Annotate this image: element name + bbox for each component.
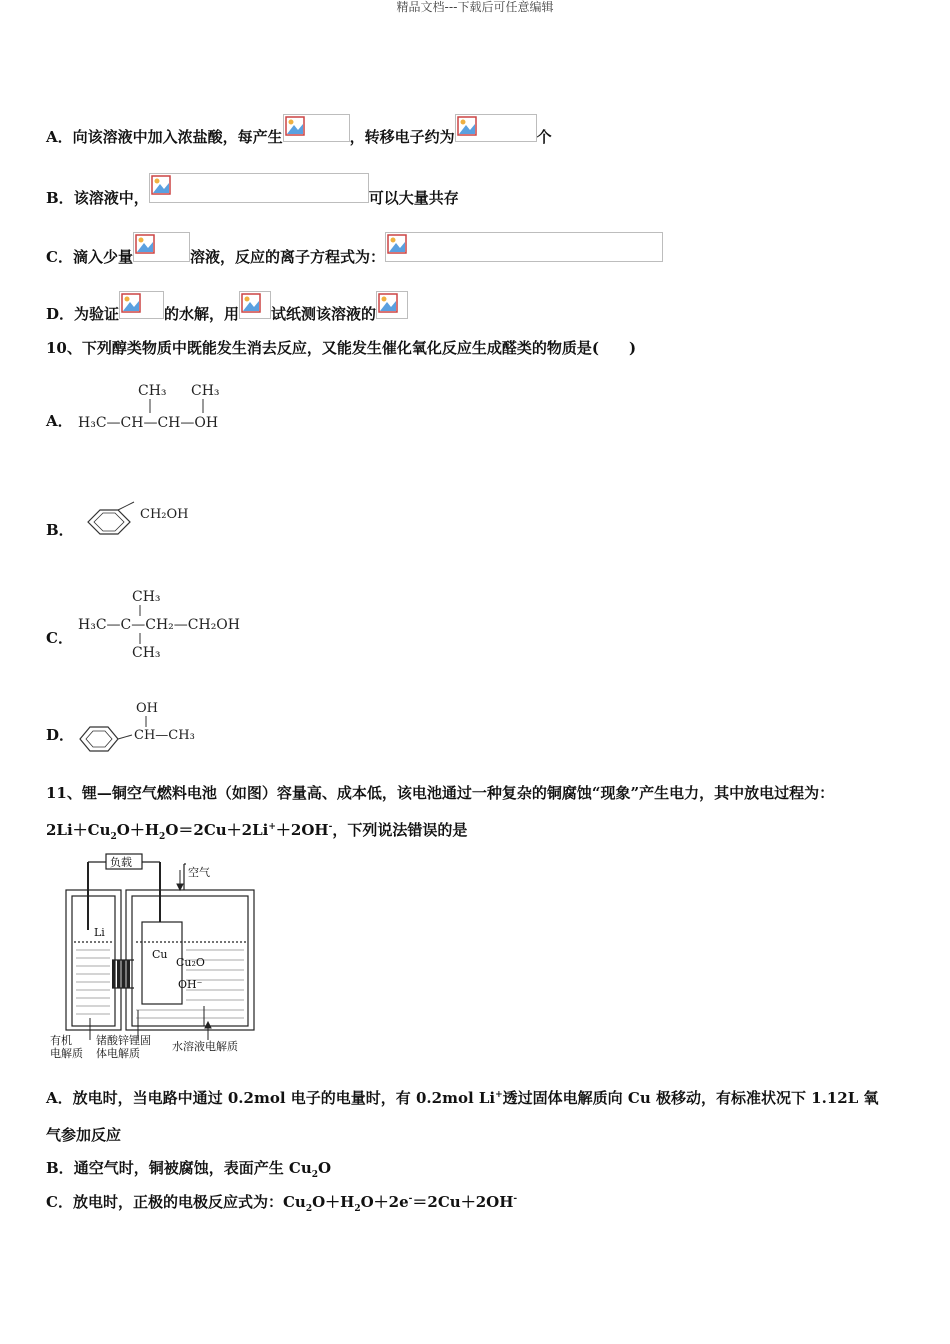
option-text: 试纸测该溶液的 [271, 305, 377, 323]
label-cu: Cu [152, 948, 168, 961]
option-label: B． [46, 189, 74, 207]
missing-image-placeholder [133, 232, 190, 262]
q11-option-c [46, 1192, 517, 1212]
option-label: A． [46, 1089, 73, 1107]
battery-diagram [46, 850, 262, 1062]
eq-subscript: 2 [110, 832, 117, 842]
side-chain: CH—CH₃ [134, 728, 195, 743]
substituent: CH₂OH [140, 507, 189, 522]
option-text: 溶液，反应的离子方程式为： [189, 248, 385, 266]
eq-subscript: 2 [311, 1170, 319, 1180]
eq-subscript: 2 [305, 1204, 313, 1214]
broken-image-icon [387, 234, 407, 254]
q11-option-b [46, 1158, 331, 1178]
q10-option-c-structure [76, 585, 296, 661]
broken-image-icon [457, 116, 477, 136]
eq-superscript: - [328, 822, 333, 832]
eq-superscript: - [408, 1194, 413, 1204]
label-solid-1: 锗酸锌锂固 [96, 1034, 151, 1047]
broken-image-icon [135, 234, 155, 254]
missing-image-placeholder [455, 114, 537, 142]
option-text: O＋2e [360, 1193, 409, 1211]
missing-image-placeholder [283, 114, 350, 142]
q11-option-a-cont: 气参加反应 [46, 1126, 122, 1144]
option-text: 透过固体电解质向 Cu 极移动，有标准状况下 1.12L 氧 [502, 1089, 879, 1107]
hydroxyl-group: OH [136, 701, 158, 716]
eq-part: ＋2OH [275, 821, 329, 839]
q11-stem-equation [46, 820, 467, 840]
label-solid-2: 体电解质 [96, 1047, 140, 1060]
option-text: 为验证 [74, 305, 120, 323]
q10-option-d-label: D． [46, 726, 75, 744]
option-text: O＋H [312, 1193, 355, 1211]
broken-image-icon [378, 293, 398, 313]
methyl-group-1: CH₃ [138, 383, 167, 399]
q10-option-a-label: A． [46, 412, 73, 430]
option-label: D． [46, 305, 75, 323]
methyl-bottom: CH₃ [132, 645, 161, 661]
methyl-group-2: CH₃ [191, 383, 220, 399]
label-organic-2: 电解质 [50, 1047, 83, 1060]
q9-option-b [46, 173, 459, 208]
q10-option-b-structure [76, 498, 226, 546]
option-text: 放电时，当电路中通过 0.2mol 电子的电量时，有 0.2mol Li [72, 1089, 496, 1107]
q11-stem-line1: 11、锂—铜空气燃料电池（如图）容量高、成本低，该电池通过一种复杂的铜腐蚀“现象”产生电力，其中放电过程为： [46, 784, 835, 802]
option-label: C． [46, 1193, 73, 1211]
label-organic-1: 有机 [50, 1034, 72, 1047]
option-label: A． [46, 128, 73, 146]
option-text: 的水解，用 [164, 305, 240, 323]
label-li: Li [94, 926, 105, 939]
main-chain: H₃C—CH—CH—OH [78, 415, 219, 431]
eq-superscript: + [268, 822, 276, 832]
q9-option-a [46, 114, 552, 147]
label-oh: OH⁻ [178, 978, 203, 991]
q10-option-c-label: C． [46, 629, 73, 647]
broken-image-icon [285, 116, 305, 136]
eq-part: ，下列说法错误的是 [332, 821, 468, 839]
eq-subscript: 2 [159, 832, 166, 842]
option-text: 个 [536, 128, 552, 146]
option-text: 该溶液中， [73, 189, 149, 207]
option-text: O [318, 1159, 332, 1177]
q10-stem: 10、下列醇类物质中既能发生消去反应，又能发生催化氧化反应生成醛类的物质是( ) [46, 339, 637, 357]
eq-part: O＝2Cu＋2Li [165, 821, 269, 839]
missing-image-placeholder [385, 232, 663, 262]
broken-image-icon [241, 293, 261, 313]
label-aqueous: 水溶液电解质 [172, 1040, 238, 1053]
missing-image-placeholder [149, 173, 369, 203]
label-cu2o: Cu₂O [176, 956, 205, 969]
broken-image-icon [121, 293, 141, 313]
option-label: B． [46, 1159, 74, 1177]
q10-option-d-structure [76, 697, 226, 759]
option-text: 通空气时，铜被腐蚀，表面产生 Cu [73, 1159, 312, 1177]
q9-option-d [46, 291, 408, 324]
q11-option-a [46, 1088, 879, 1108]
label-air: 空气 [188, 866, 210, 879]
main-chain: H₃C—C—CH₂—CH₂OH [78, 617, 240, 633]
page-header: 精品文档---下载后可任意编辑 [396, 0, 554, 14]
option-text: 可以大量共存 [368, 189, 459, 207]
option-text: 滴入少量 [72, 248, 133, 266]
q10-option-b-label: B． [46, 521, 74, 539]
eq-part: O＋H [116, 821, 160, 839]
missing-image-placeholder [239, 291, 271, 319]
option-label: C． [46, 248, 73, 266]
option-text: ，转移电子约为 [349, 128, 455, 146]
eq-subscript: 2 [354, 1204, 361, 1214]
eq-part: 2Li＋Cu [46, 821, 111, 839]
q10-option-a-structure [76, 378, 286, 436]
option-text: 放电时，正极的电极反应式为：Cu [72, 1193, 306, 1211]
label-load: 负载 [110, 856, 132, 869]
broken-image-icon [151, 175, 171, 195]
option-text: ＝2Cu＋2OH [412, 1193, 514, 1211]
option-text: 向该溶液中加入浓盐酸，每产生 [72, 128, 283, 146]
missing-image-placeholder [376, 291, 408, 319]
eq-superscript: + [495, 1090, 503, 1100]
q9-option-c [46, 232, 663, 267]
methyl-top: CH₃ [132, 589, 161, 605]
missing-image-placeholder [119, 291, 164, 319]
eq-superscript: - [513, 1194, 518, 1204]
